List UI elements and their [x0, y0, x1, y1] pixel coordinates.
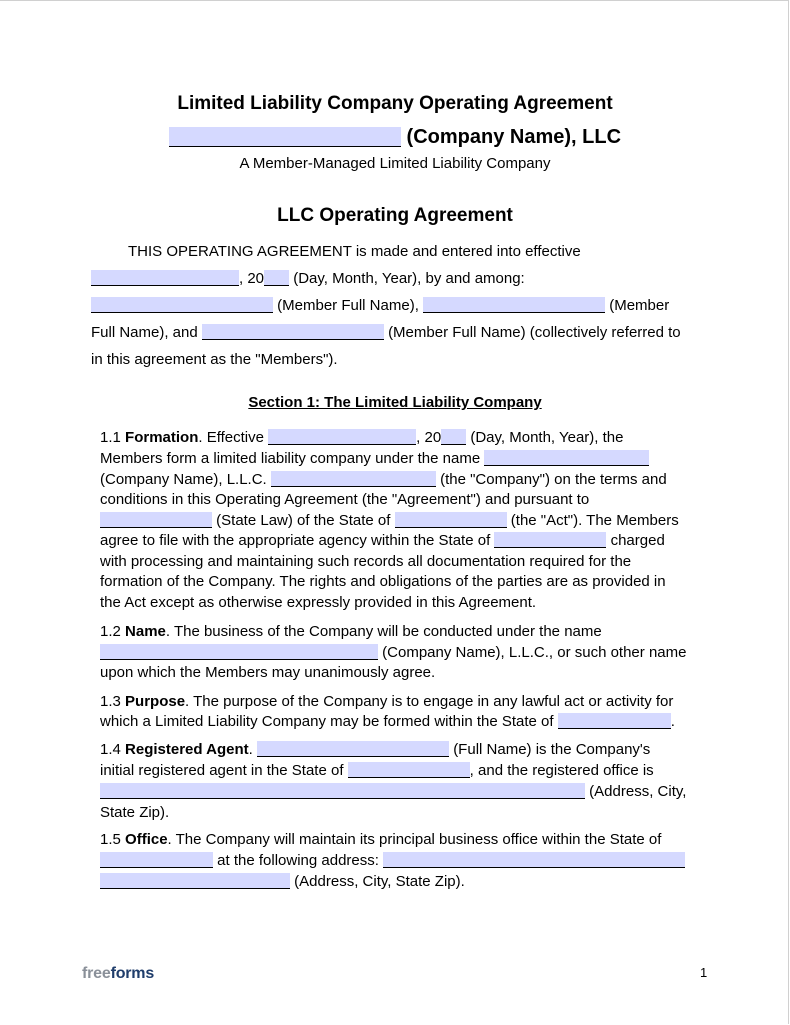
office-address-field[interactable] — [383, 852, 685, 868]
formation-line-1: 1.1 Formation. Effective , 20 (Day, Month, Year), the — [100, 429, 624, 446]
formation-line-5: (State Law) of the State of (the "Act"). The Members — [100, 511, 679, 531]
office-line-1: 1.5 Office. The Company will maintain its principal business office within the State of — [100, 831, 662, 848]
agent-state-field[interactable] — [348, 762, 470, 778]
agent-line-4: State Zip). — [100, 804, 170, 821]
effective-date-field[interactable] — [91, 270, 239, 286]
member1-name-field[interactable] — [91, 297, 273, 313]
formation-year-field[interactable] — [441, 429, 466, 445]
office-line-3: (Address, City, State Zip). — [100, 872, 465, 892]
state-law-field[interactable] — [100, 512, 212, 528]
intro-line-4: Full Name), and (Member Full Name) (collectively referred to — [91, 324, 681, 341]
member2-name-field[interactable] — [423, 297, 605, 313]
business-name-field[interactable] — [100, 644, 378, 660]
purpose-line-1: 1.3 Purpose. The purpose of the Company is to engage in any lawful act or activity for — [100, 693, 674, 710]
member3-name-field[interactable] — [202, 324, 384, 340]
section-1-heading: Section 1: The Limited Liability Company — [248, 394, 542, 411]
formation-date-field[interactable] — [268, 429, 416, 445]
agent-line-3: (Address, City, — [100, 782, 686, 802]
company-name-field[interactable] — [169, 127, 401, 147]
purpose-line-2: which a Limited Liability Company may be formed within the State of . — [100, 713, 675, 730]
formation-line-6: agree to file with the appropriate agency within the State of charged — [100, 532, 665, 549]
name-line-2: (Company Name), L.L.C., or such other name — [100, 643, 686, 663]
registered-office-address-field[interactable] — [100, 783, 585, 799]
agent-line-2: initial registered agent in the State of , and the registered office is — [100, 762, 654, 779]
purpose-state-field[interactable] — [558, 713, 671, 729]
agent-name-field[interactable] — [257, 741, 449, 757]
state-field[interactable] — [395, 512, 507, 528]
formation-company-name-field[interactable] — [484, 450, 649, 466]
formation-line-3: (Company Name), L.L.C. (the "Company") on the terms and — [100, 471, 667, 488]
year-field[interactable] — [264, 270, 289, 286]
intro-line-2: , 20 (Day, Month, Year), by and among: — [91, 269, 525, 289]
formation-line-9: the Act except as otherwise expressly provided in this Agreement. — [100, 594, 537, 611]
company-name-line — [0, 124, 790, 150]
intro-line-5: in this agreement as the "Members"). — [91, 351, 338, 368]
agent-line-1: 1.4 Registered Agent. (Full Name) is the Company's — [100, 741, 651, 758]
freeforms-logo: freeforms — [82, 965, 155, 982]
document-title: Limited Liability Company Operating Agreement — [177, 93, 613, 114]
office-address-field-2[interactable] — [100, 873, 290, 889]
formation-company-name-field-2[interactable] — [271, 471, 436, 487]
document-subtitle: A Member-Managed Limited Liability Company — [239, 155, 551, 172]
filing-state-field[interactable] — [494, 532, 606, 548]
office-line-2: at the following address: — [100, 851, 685, 871]
office-state-field[interactable] — [100, 852, 213, 868]
name-line-1: 1.2 Name. The business of the Company will be conducted under the name — [100, 623, 602, 640]
name-line-3: upon which the Members may unanimously agree. — [100, 664, 436, 681]
intro-line-3: (Member Full Name), (Member — [91, 296, 669, 316]
page-number: 1 — [700, 965, 708, 980]
formation-line-7: with processing and maintaining such records all documentation required for the — [100, 553, 632, 570]
formation-line-2: Members form a limited liability company under the name — [100, 449, 649, 469]
company-name-suffix: (Company Name), LLC — [406, 126, 622, 148]
formation-line-8: formation of the Company. The rights and obligations of the parties are as provided in — [100, 573, 666, 590]
intro-line-1: THIS OPERATING AGREEMENT is made and entered into effective — [128, 243, 581, 260]
agreement-title: LLC Operating Agreement — [277, 205, 513, 226]
formation-line-4: conditions in this Operating Agreement (the "Agreement") and pursuant to — [100, 491, 590, 508]
